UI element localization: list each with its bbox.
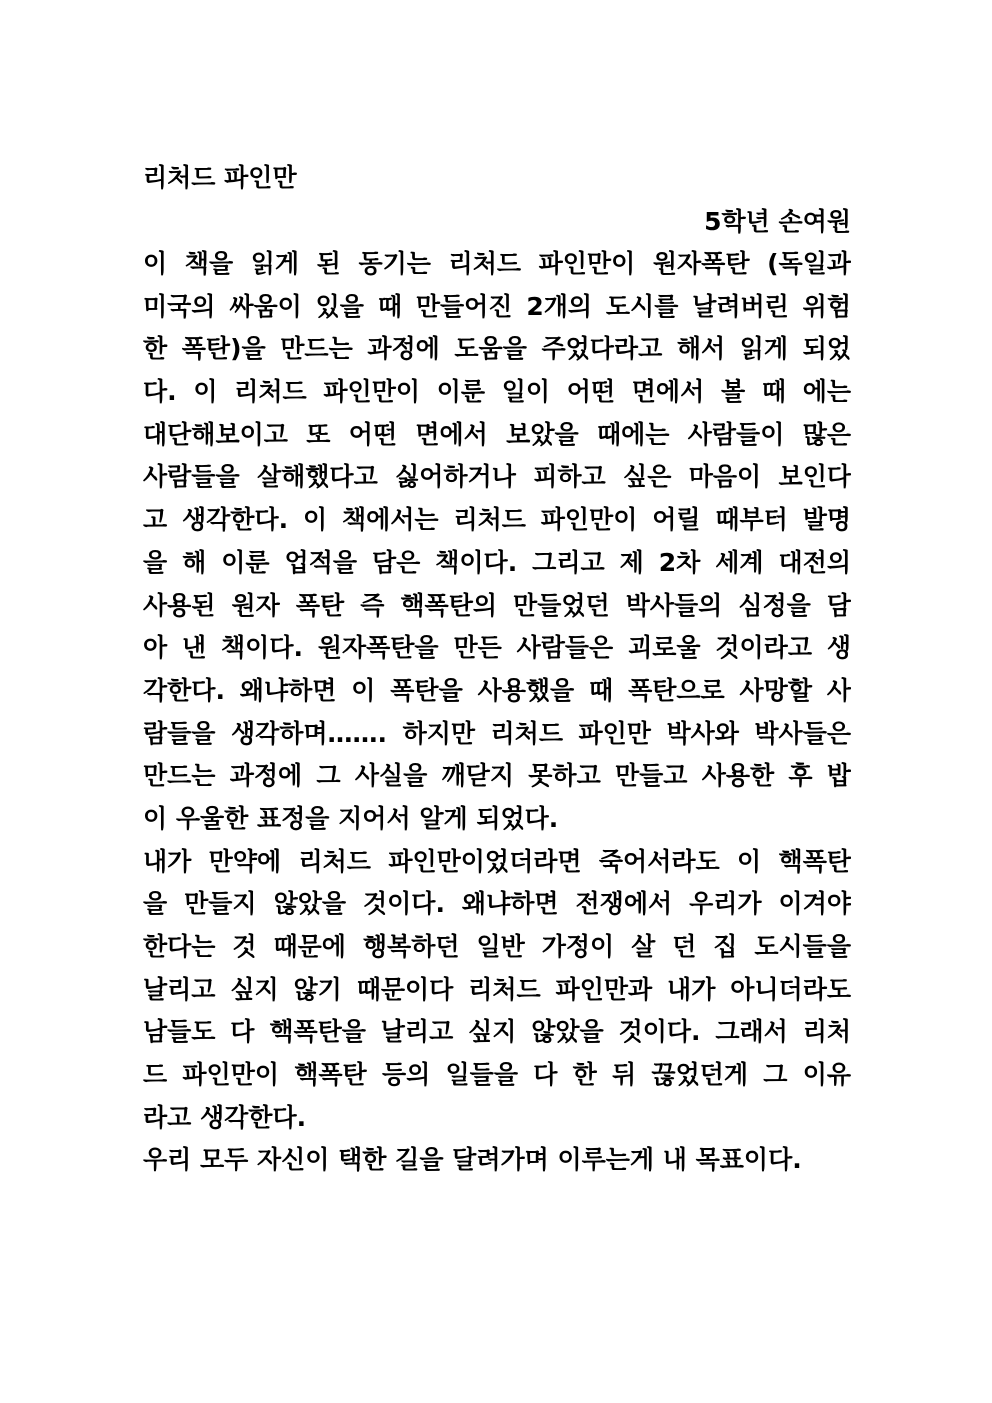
author-line: 5학년 손여원 [704, 207, 851, 236]
text-line: 다. 이 리처드 파인만이 이룬 일이 어떤 면에서 볼 때 에는 [143, 377, 851, 407]
text-line: 한 폭탄)을 만드는 과정에 도움을 주었다라고 해서 읽게 되었 [143, 334, 851, 364]
text-line: 만드는 과정에 그 사실을 깨닫지 못하고 만들고 사용한 후 밥 [143, 761, 851, 791]
text-line: 내가 만약에 리처드 파인만이었더라면 죽어서라도 이 핵폭탄 [143, 846, 851, 876]
text-line: 드 파인만이 핵폭탄 등의 일들을 다 한 뒤 끊었던게 그 이유 [143, 1060, 851, 1090]
text-line: 날리고 싶지 않기 때문이다 리처드 파인만과 내가 아니더라도 [143, 974, 851, 1004]
text-line: 아 낸 책이다. 원자폭탄을 만든 사람들은 괴로울 것이라고 생 [143, 633, 851, 663]
document-page [143, 155, 851, 1182]
text-line: 람들을 생각하며……. 하지만 리처드 파인만 박사와 박사들은 [143, 718, 851, 748]
text-line: 이 우울한 표정을 지어서 알게 되었다. [143, 803, 559, 833]
paragraph-3 [143, 1139, 851, 1182]
body-text [143, 243, 851, 1182]
text-line: 미국의 싸움이 있을 때 만들어진 2개의 도시를 날려버린 위험 [143, 291, 851, 321]
paragraph-1 [143, 243, 851, 841]
text-line: 남들도 다 핵폭탄을 날리고 싶지 않았을 것이다. 그래서 리처 [143, 1017, 851, 1047]
text-line: 대단해보이고 또 어떤 면에서 보았을 때에는 사람들이 많은 [143, 419, 851, 449]
text-line: 고 생각한다. 이 책에서는 리처드 파인만이 어릴 때부터 발명 [143, 505, 851, 535]
text-line: 을 해 이룬 업적을 담은 책이다. 그리고 제 2차 세계 대전의 [143, 547, 851, 577]
text-line: 라고 생각한다. [143, 1102, 307, 1132]
text-line: 한다는 것 때문에 행복하던 일반 가정이 살 던 집 도시들을 [143, 932, 851, 961]
document-title: 리처드 파인만 [143, 163, 297, 192]
text-line: 사용된 원자 폭탄 즉 핵폭탄의 만들었던 박사들의 심정을 담 [143, 590, 851, 620]
text-line: 각한다. 왜냐하면 이 폭탄을 사용했을 때 폭탄으로 사망할 사 [143, 675, 851, 705]
paragraph-2 [143, 841, 851, 1140]
text-line: 이 책을 읽게 된 동기는 리처드 파인만이 원자폭탄 (독일과 [143, 249, 851, 278]
text-line: 우리 모두 자신이 택한 길을 달려가며 이루는게 내 목표이다. [143, 1145, 802, 1175]
text-line: 사람들을 살해했다고 싫어하거나 피하고 싶은 마음이 보인다 [143, 462, 851, 492]
text-line: 을 만들지 않았을 것이다. 왜냐하면 전쟁에서 우리가 이겨야 [143, 889, 851, 919]
